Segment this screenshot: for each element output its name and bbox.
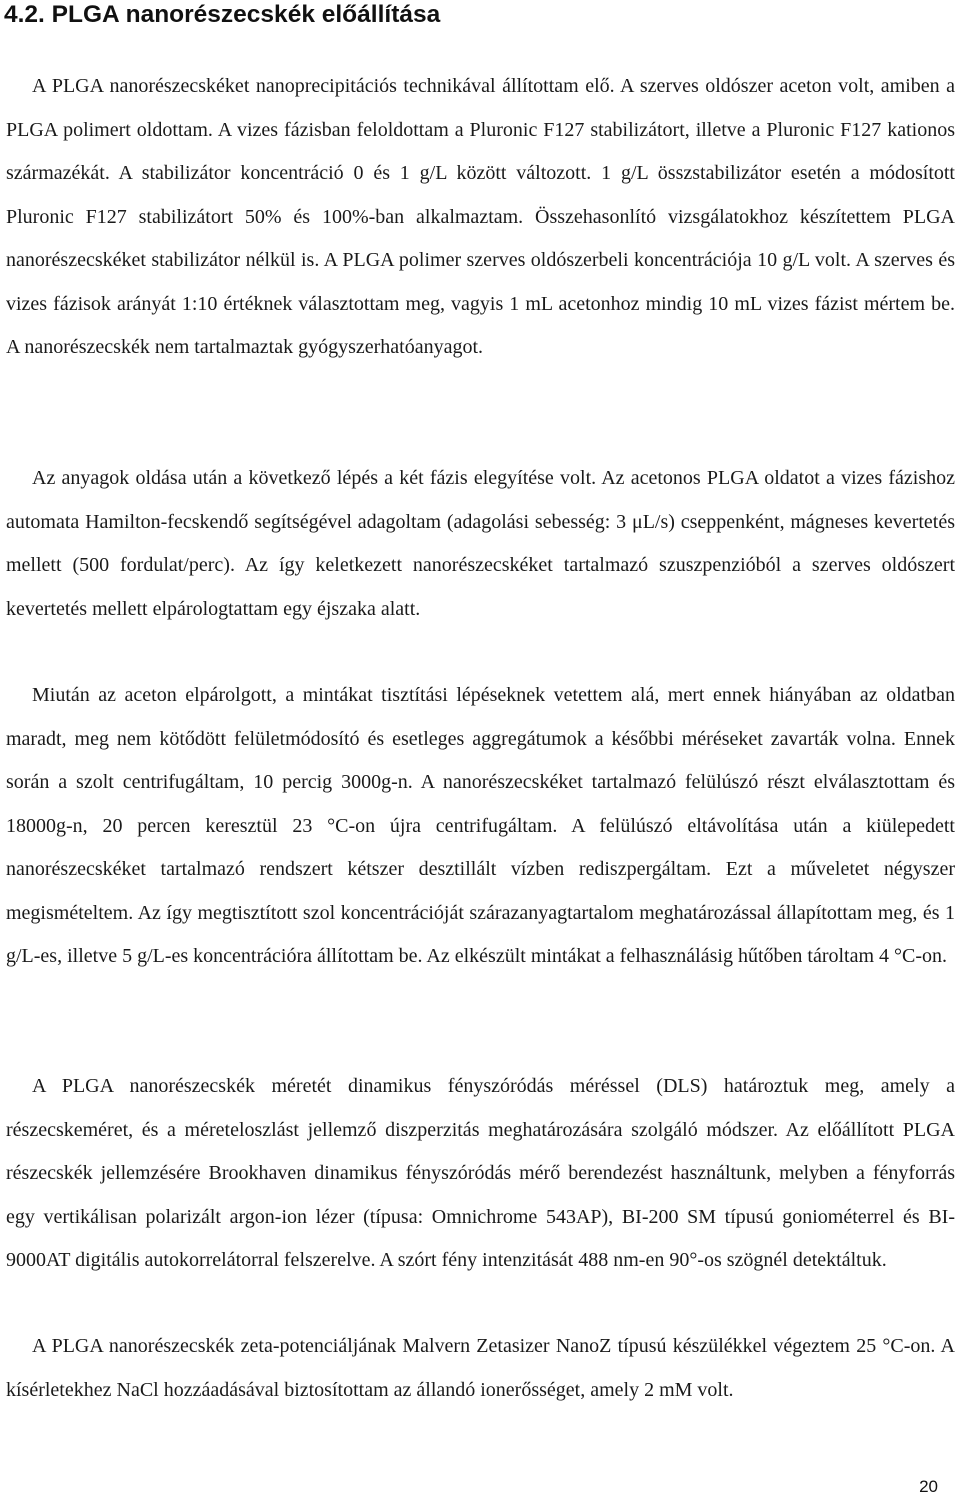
paragraph-phase-mixing: Az anyagok oldása után a következő lépés a két fázis elegyítése volt. Az acetonos PLGA oldatot a vizes fázishoz automata Hamilton-fecskendő segítségével adagoltam (adagolási sebesség: 3 μL/s) cseppenként, mágneses kevertetés mellett (500 fordulat/perc). Az így keletkezett nanorészecskéket tartalmazó szuszpenzióból a szerves oldószert kevertetés mellett elpárologtattam egy éjszaka alatt.: [6, 467, 955, 620]
paragraph-dls-measurement: A PLGA nanorészecskék méretét dinamikus fényszóródás méréssel (DLS) határoztuk meg, amely a részecskeméret, és a méreteloszlást jellemző diszperzitás meghatározására szolgáló módszer. Az előállított PLGA részecskék jellemzésére Brookhaven dinamikus fényszóródás mérő berendezést használtunk, melyben a fényforrás egy vertikálisan polarizált argon-ion lézer (típusa: Omnichrome 543AP), BI-200 SM típusú goniométerrel és BI-9000AT digitális autokorrelátorral felszerelve. A szórt fény intenzitását 488 nm-en 90°-os szögnél detektáltuk.: [6, 1075, 955, 1271]
paragraph-zeta-potential: A PLGA nanorészecskék zeta-potenciáljának Malvern Zetasizer NanoZ típusú készülékkel végeztem 25 °C-on. A kísérletekhez NaCl hozzáadásával biztosítottam az állandó ionerősséget, amely 2 mM volt.: [6, 1335, 955, 1401]
paragraph-purification: Miután az aceton elpárolgott, a mintákat tisztítási lépéseknek vetettem alá, mert ennek hiányában az oldatban maradt, meg nem kötődött felületmódosító és esetleges aggregátumok a későbbi méréseket zavarták volna. Ennek során a szolt centrifugáltam, 10 percig 3000g-n. A nanorészecskéket tartalmazó felülúszó részt elválasztottam és 18000g-n, 20 percen keresztül 23 °C-on újra centrifugáltam. A felülúszó eltávolítása után a kiülepedett nanorészecskéket tartalmazó rendszert kétszer desztillált vízben rediszpergáltam. Ezt a műveletet négyszer megismételtem. Az így megtisztított szol koncentrációját szárazanyagtartalom meghatározással állapítottam meg, és 1 g/L-es, illetve 5 g/L-es koncentrációra állítottam be. Az elkészült mintákat a felhasználásig hűtőben tároltam 4 °C-on.: [6, 684, 955, 967]
paragraph-nanoprecipitation: A PLGA nanorészecskéket nanoprecipitációs technikával állítottam elő. A szerves oldószer aceton volt, amiben a PLGA polimert oldottam. A vizes fázisban feloldottam a Pluronic F127 stabilizátort, illetve a Pluronic F127 kationos származékát. A stabilizátor koncentráció 0 és 1 g/L között változott. 1 g/L összstabilizátor esetén a módosított Pluronic F127 stabilizátort 50% és 100%-ban alkalmaztam. Összehasonlító vizsgálatokhoz készítettem PLGA nanorészecskéket stabilizátor nélkül is. A PLGA polimer szerves oldószerbeli koncentrációja 10 g/L volt. A szerves és vizes fázisok arányát 1:10 értéknek választottam meg, vagyis 1 mL acetonhoz mindig 10 mL vizes fázist mértem be. A nanorészecskék nem tartalmaztak gyógyszerhatóanyagot.: [6, 75, 955, 358]
page-number: 20: [919, 1477, 938, 1496]
section-heading: 4.2. PLGA nanorészecskék előállítása: [4, 1, 441, 28]
